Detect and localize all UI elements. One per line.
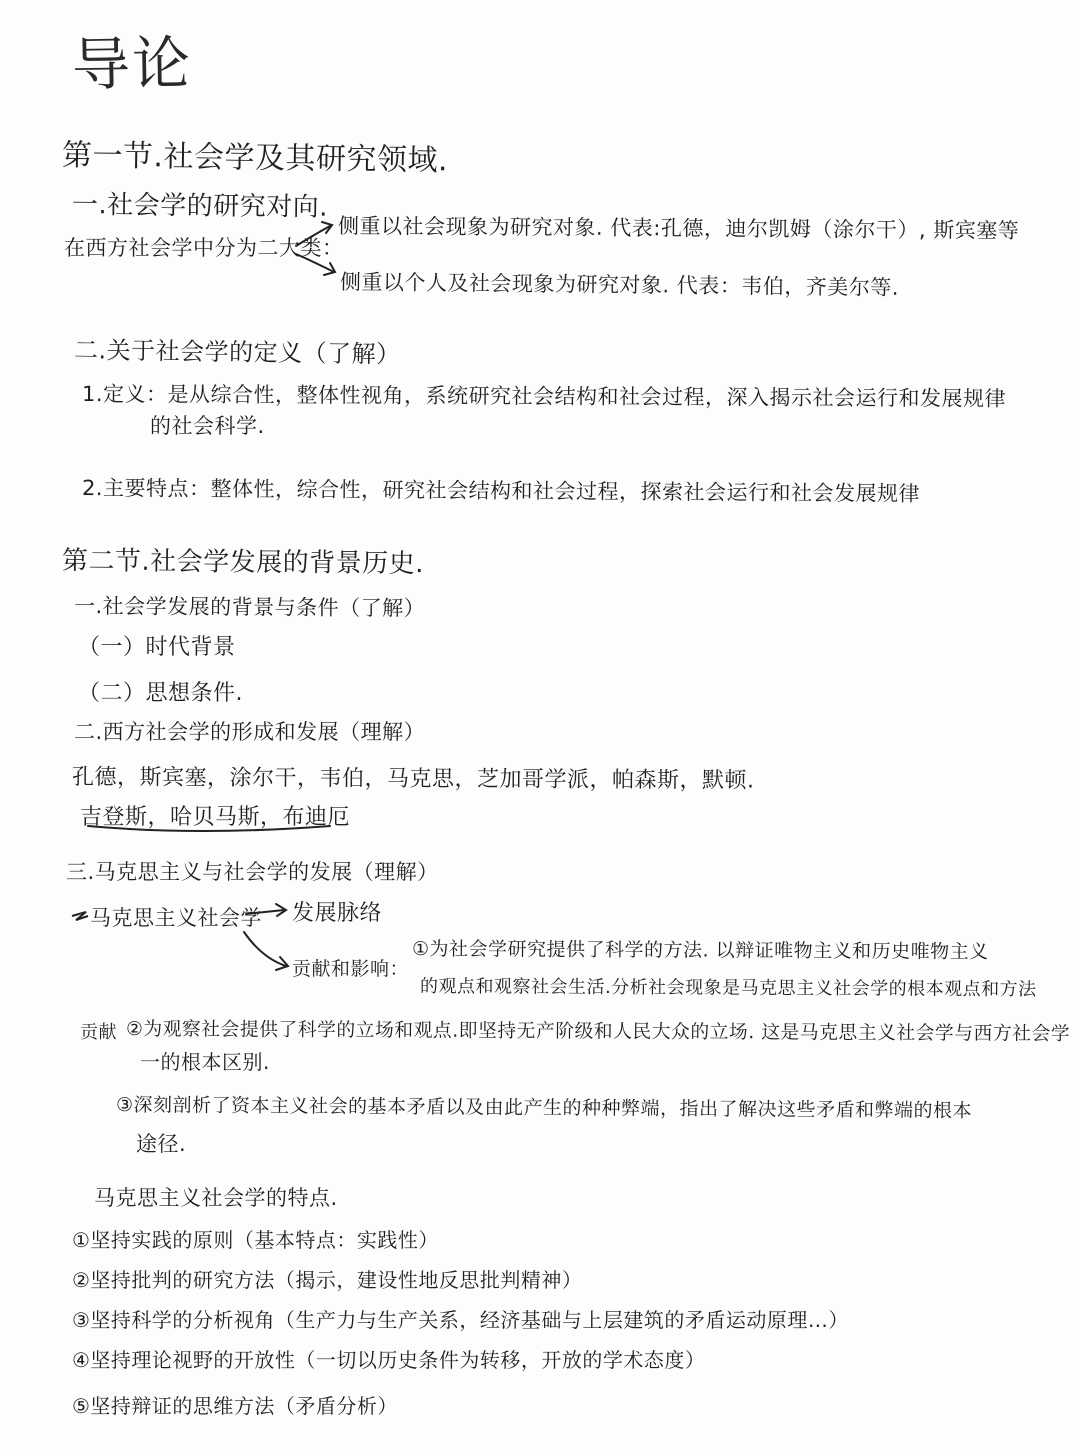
- contribution-3-line-1: ③深刻剖析了资本主义社会的基本矛盾以及由此产生的种种弊端，指出了解决这些矛盾和弊端的根本: [115, 1094, 973, 1122]
- contribution-1-line-1: ①为社会学研究提供了科学的方法. 以辩证唯物主义和历史唯物主义: [411, 938, 989, 964]
- marxist-sociology-label: 马克思主义社会学: [90, 906, 262, 930]
- development-context: 发展脉络: [292, 901, 383, 926]
- section1-sub2: 二.关于社会学的定义（了解）: [73, 336, 401, 369]
- scribble-mark: [72, 912, 88, 920]
- feature-item-5: ⑤坚持辩证的思维方法（矛盾分析）: [72, 1394, 398, 1418]
- contribution-2-line-2: 一的根本区别.: [140, 1050, 270, 1074]
- sociologists-line-2: 吉登斯，哈贝马斯，布迪厄: [80, 805, 351, 830]
- section2-item2: （二）思想条件.: [78, 681, 243, 706]
- section2-sub3: 三.马克思主义与社会学的发展（理解）: [66, 860, 439, 884]
- contribution-3-line-2: 途径.: [136, 1132, 187, 1156]
- contribution-arrow: [244, 932, 288, 970]
- branch-a: 侧重以社会现象为研究对象. 代表:孔德，迪尔凯姆（涂尔干）, 斯宾塞等: [337, 214, 1020, 243]
- section1-heading: 第一节.社会学及其研究领域.: [61, 138, 449, 179]
- feature-item-4: ④坚持理论视野的开放性（一切以历史条件为转移，开放的学术态度）: [72, 1348, 706, 1372]
- section2-sub1: 一.社会学发展的背景与条件（了解）: [73, 594, 426, 621]
- page-title: 导论: [71, 28, 193, 99]
- contribution-2-line-1: ②为观察社会提供了科学的立场和观点.即坚持无产阶级和人民大众的立场. 这是马克思主义社会学与西方社会学: [125, 1018, 1071, 1045]
- contribution-side-label: 贡献: [80, 1022, 117, 1043]
- feature-item-3: ③坚持科学的分析视角（生产力与生产关系，经济基础与上层建筑的矛盾运动原理…）: [72, 1308, 849, 1332]
- definition-line-2: 的社会科学.: [150, 414, 265, 438]
- branch-lead: 在西方社会学中分为二大类：: [64, 236, 344, 260]
- features-heading: 马克思主义社会学的特点.: [94, 1186, 338, 1210]
- contribution-lead: 贡献和影响：: [292, 958, 410, 980]
- section1-sub1: 一.社会学的研究对向.: [71, 190, 329, 223]
- section2-sub2: 二.西方社会学的形成和发展（理解）: [74, 720, 426, 744]
- section2-item1: （一）时代背景: [78, 635, 236, 660]
- sociologists-line-1: 孔德，斯宾塞，涂尔干，韦伯，马克思，芝加哥学派，帕森斯，默顿.: [71, 765, 755, 794]
- feature-item-2: ②坚持批判的研究方法（揭示，建设性地反思批判精神）: [72, 1268, 583, 1292]
- section2-heading: 第二节.社会学发展的背景历史.: [61, 546, 425, 580]
- branch-b: 侧重以个人及社会现象为研究对象. 代表：韦伯，齐美尔等.: [339, 270, 900, 300]
- feature-item-1: ①坚持实践的原则（基本特点：实践性）: [72, 1228, 439, 1252]
- contribution-1-line-2: 的观点和观察社会生活.分析社会现象是马克思主义社会学的根本观点和方法: [419, 976, 1037, 1001]
- definition-line-1: 1.定义：是从综合性，整体性视角，系统研究社会结构和社会过程，深入揭示社会运行和发展规律: [81, 382, 1007, 411]
- features-line: 2.主要特点：整体性，综合性，研究社会结构和社会过程，探索社会运行和社会发展规律: [81, 476, 921, 506]
